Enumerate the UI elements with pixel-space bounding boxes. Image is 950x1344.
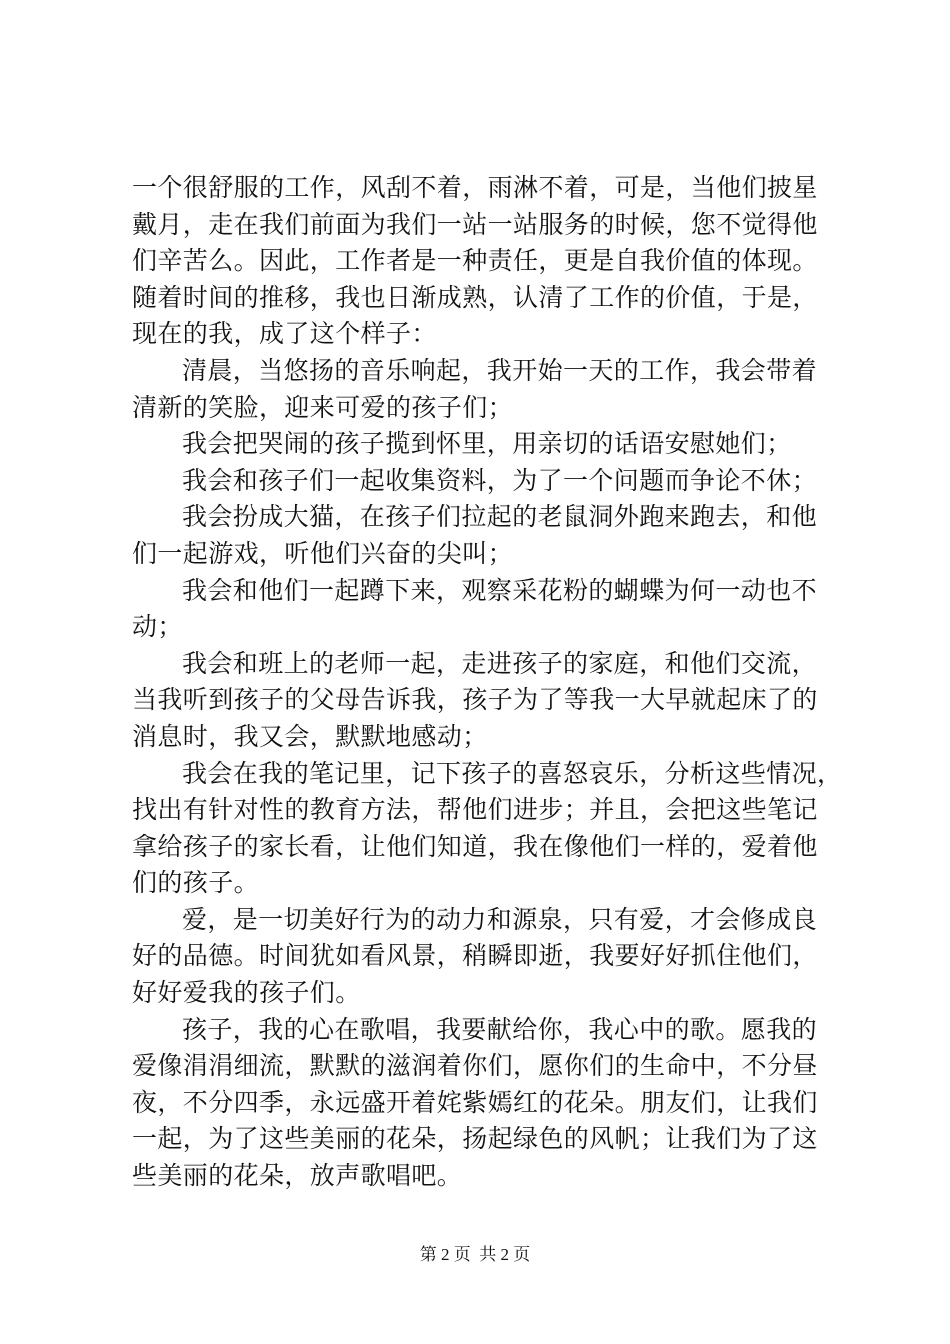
text-line: 清新的笑脸，迎来可爱的孩子们；: [132, 392, 514, 422]
text-line: 动；: [132, 612, 183, 642]
document-body: [132, 170, 843, 1195]
text-line: 戴月，走在我们前面为我们一站一站服务的时候，您不觉得他: [132, 209, 818, 239]
text-line: 随着时间的推移，我也日渐成熟，认清了工作的价值，于是，: [132, 282, 818, 312]
page-footer: [0, 1243, 950, 1267]
text-line: 爱，是一切美好行为的动力和源泉，只有爱，才会修成良: [182, 904, 818, 934]
text-line: 我会在我的笔记里，记下孩子的喜怒哀乐，分析这些情况，: [182, 758, 843, 788]
page-total: 共 2 页: [479, 1245, 531, 1264]
text-line: 清晨，当悠扬的音乐响起，我开始一天的工作，我会带着: [182, 355, 818, 385]
text-line: 我会和孩子们一起收集资料，为了一个问题而争论不休；: [182, 465, 818, 495]
text-line: 找出有针对性的教育方法，帮他们进步；并且，会把这些笔记: [132, 795, 818, 825]
text-line: 我会把哭闹的孩子揽到怀里，用亲切的话语安慰她们；: [182, 429, 792, 459]
text-line: 夜，不分四季，永远盛开着姹紫嫣红的花朵。朋友们，让我们: [132, 1087, 818, 1117]
text-line: 好的品德。时间犹如看风景，稍瞬即逝，我要好好抓住他们，: [132, 941, 818, 971]
text-line: 消息时，我又会，默默地感动；: [132, 721, 488, 751]
text-line: 当我听到孩子的父母告诉我，孩子为了等我一大早就起床了的: [132, 685, 818, 715]
text-line: 们辛苦么。因此，工作者是一种责任，更是自我价值的体现。: [132, 246, 818, 276]
footer-spacer: [471, 1245, 480, 1264]
text-line: 爱像涓涓细流，默默的滋润着你们，愿你们的生命中，不分昼: [132, 1051, 818, 1081]
text-line: 一起，为了这些美丽的花朵，扬起绿色的风帆；让我们为了这: [132, 1124, 818, 1154]
text-line: 我会扮成大猫，在孩子们拉起的老鼠洞外跑来跑去，和他: [182, 502, 818, 532]
text-line: 现在的我，成了这个样子：: [132, 319, 437, 349]
text-line: 一个很舒服的工作，风刮不着，雨淋不着，可是，当他们披星: [132, 173, 818, 202]
text-line: 拿给孩子的家长看，让他们知道，我在像他们一样的，爱着他: [132, 831, 818, 861]
text-line: 们的孩子。: [132, 868, 260, 898]
text-line: 好好爱我的孩子们。: [132, 978, 361, 1008]
text-line: 们一起游戏，听他们兴奋的尖叫；: [132, 538, 514, 568]
text-line: 我会和他们一起蹲下来，观察采花粉的蝴蝶为何一动也不: [182, 575, 818, 605]
page-number: 第 2 页: [419, 1245, 471, 1264]
text-line: 孩子，我的心在歌唱，我要献给你，我心中的歌。愿我的: [182, 1014, 818, 1044]
text-line: 些美丽的花朵，放声歌唱吧。: [132, 1161, 463, 1191]
text-line: 我会和班上的老师一起，走进孩子的家庭，和他们交流，: [182, 648, 818, 678]
